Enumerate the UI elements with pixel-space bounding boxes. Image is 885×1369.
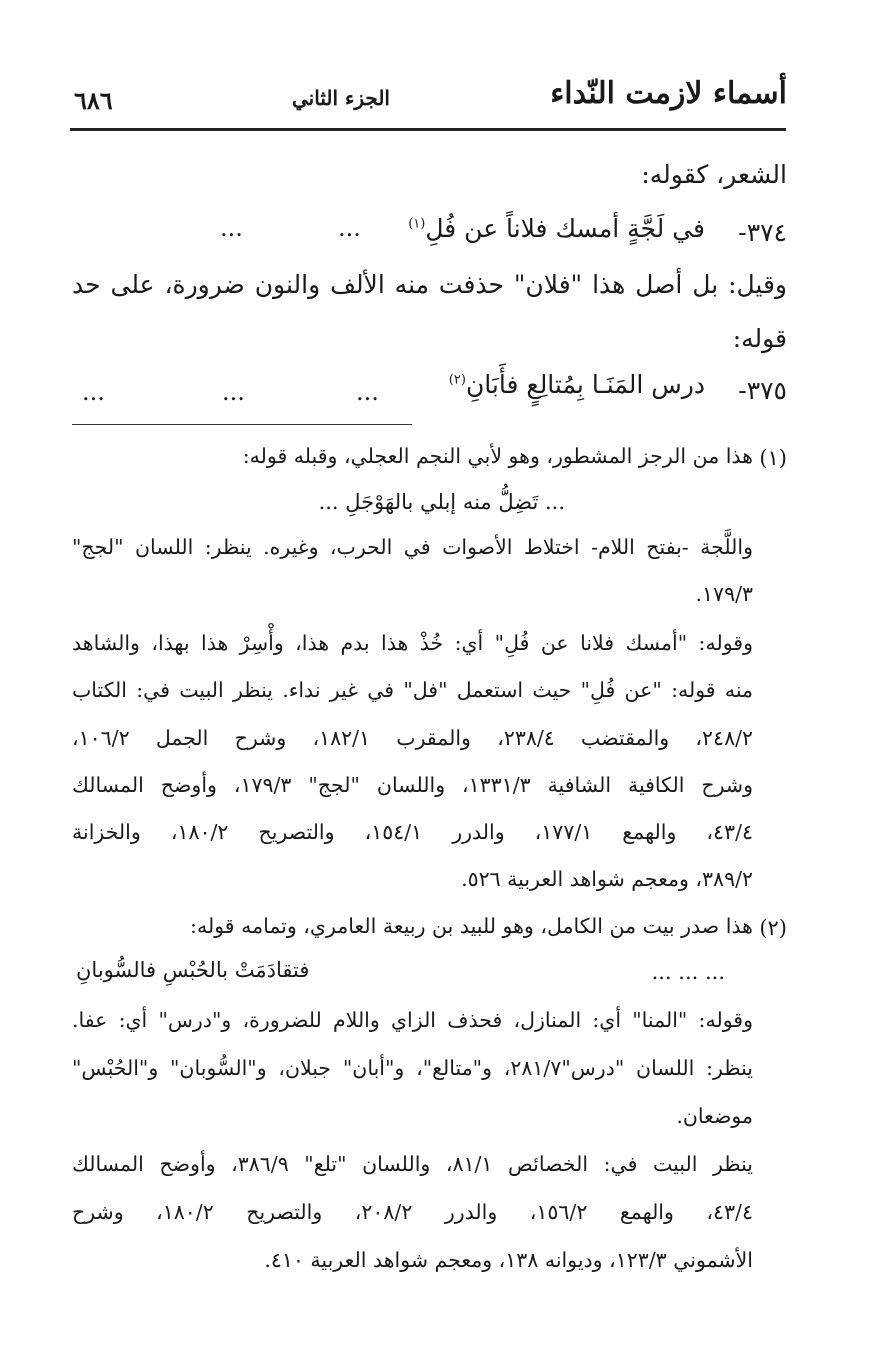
footnote-1-intro: هذا من الرجز المشطور، وهو لأبي النجم العجلي، وقبله قوله: bbox=[242, 444, 753, 468]
footnote-2-verse-ellipsis: ... ... ... bbox=[651, 960, 725, 984]
verse-374-text: في لَجَّةٍ أمسك فلاناً عن فُلِ bbox=[425, 214, 705, 243]
footnote-1-line: ٤٣/٤، والهمع ١٧٧/١، والدرر ١٥٤/١، والتصريح ١٨٠/٢، والخزانة bbox=[72, 820, 753, 844]
footnote-2-intro: هذا صدر بيت من الكامل، وهو للبيد بن ربيعة العامري، وتمامه قوله: bbox=[190, 914, 753, 938]
verse-375-ellipsis-3: ... bbox=[82, 378, 105, 406]
verse-374-ellipsis-left: ... bbox=[220, 214, 243, 242]
footnote-marker-1[interactable]: (١) bbox=[408, 216, 426, 232]
verse-375-text: درس المَنَـا بِمُتالِعٍ فأَبَانِ bbox=[465, 370, 705, 399]
footnote-1-line: وشرح الكافية الشافية ١٣٣١/٣، واللسان "لجج" ١٧٩/٣، وأوضح المسالك bbox=[72, 773, 753, 797]
footnote-2-line: ٤٣/٤، والهمع ١٥٦/٢، والدرر ٢٠٨/٢، والتصريح ١٨٠/٢، وشرح bbox=[72, 1200, 753, 1224]
footnote-1-line: ٢٤٨/٢، والمقتضب ٢٣٨/٤، والمقرب ١٨٢/١، وشرح الجمل ١٠٦/٢، bbox=[72, 726, 753, 750]
footnote-2-line: ينظر: اللسان "درس"٢٨١/٧، و"متالع"، و"أبان" جبلان، و"السُّوبان" و"الحُبْس" bbox=[72, 1056, 754, 1080]
footnote-2-line: موضعان. bbox=[676, 1104, 753, 1128]
paragraph-line-1: وقيل: بل أصل هذا "فلان" حذفت منه الألف والنون ضرورة، على حد bbox=[72, 270, 787, 299]
verse-375-ellipsis-2: ... bbox=[222, 378, 245, 406]
verse-375-ellipsis-1: ... bbox=[356, 378, 379, 406]
running-title: أسماء لازمت النّداء bbox=[550, 76, 787, 111]
verse-375 bbox=[449, 370, 705, 399]
footnote-1-verse: ... تَضِلُّ منه إبلي بالهَوْجَلِ ... bbox=[318, 490, 565, 514]
footnote-1-line: ٣٨٩/٢، ومعجم شواهد العربية ٥٢٦. bbox=[461, 867, 753, 891]
footnote-1-line: واللَّجة -بفتح اللام- اختلاط الأصوات في الحرب، وغيره. ينظر: اللسان "لجج" bbox=[72, 535, 753, 559]
footnote-2-line: وقوله: "المنا" أي: المنازل، فحذف الزاي واللام للضرورة، و"درس" أي: عفا. bbox=[72, 1008, 753, 1032]
page-number: ٦٨٦ bbox=[74, 86, 113, 115]
footnote-2-line: ينظر البيت في: الخصائص ٨١/١، واللسان "تلع" ٣٨٦/٩، وأوضح المسالك bbox=[72, 1152, 753, 1176]
footnote-2-number: (٢) bbox=[759, 916, 787, 940]
footnote-1-number: (١) bbox=[759, 446, 787, 470]
footnote-1-line: وقوله: "أمسك فلانا عن فُلِ" أي: خُذْ هذا بدم هذا، وأْسِرْ هذا بهذا، والشاهد bbox=[72, 631, 753, 655]
footnote-1-line: منه قوله: "عن فُلِ" حيث استعمل "فل" في غير نداء. ينظر البيت في: الكتاب bbox=[72, 678, 753, 702]
footnote-divider bbox=[72, 424, 412, 425]
footnote-marker-2[interactable]: (٢) bbox=[448, 372, 466, 388]
verse-number-375: ٣٧٥- bbox=[738, 376, 787, 405]
header-divider bbox=[70, 128, 786, 131]
verse-374-ellipsis: ... bbox=[338, 214, 361, 242]
verse-number-374: ٣٧٤- bbox=[738, 218, 787, 247]
footnote-1-line: ١٧٩/٣. bbox=[695, 582, 753, 606]
footnote-2-line: الأشموني ١٢٣/٣، وديوانه ١٣٨، ومعجم شواهد العربية ٤١٠. bbox=[264, 1248, 753, 1272]
part-label: الجزء الثاني bbox=[292, 86, 390, 110]
footnote-2-verse: فتقادَمَتْ بالحُبْسِ فالسُّوبانِ bbox=[76, 958, 310, 982]
paragraph-line-2: قوله: bbox=[732, 324, 787, 353]
intro-line: الشعر، كقوله: bbox=[641, 160, 787, 189]
verse-374 bbox=[408, 214, 705, 243]
